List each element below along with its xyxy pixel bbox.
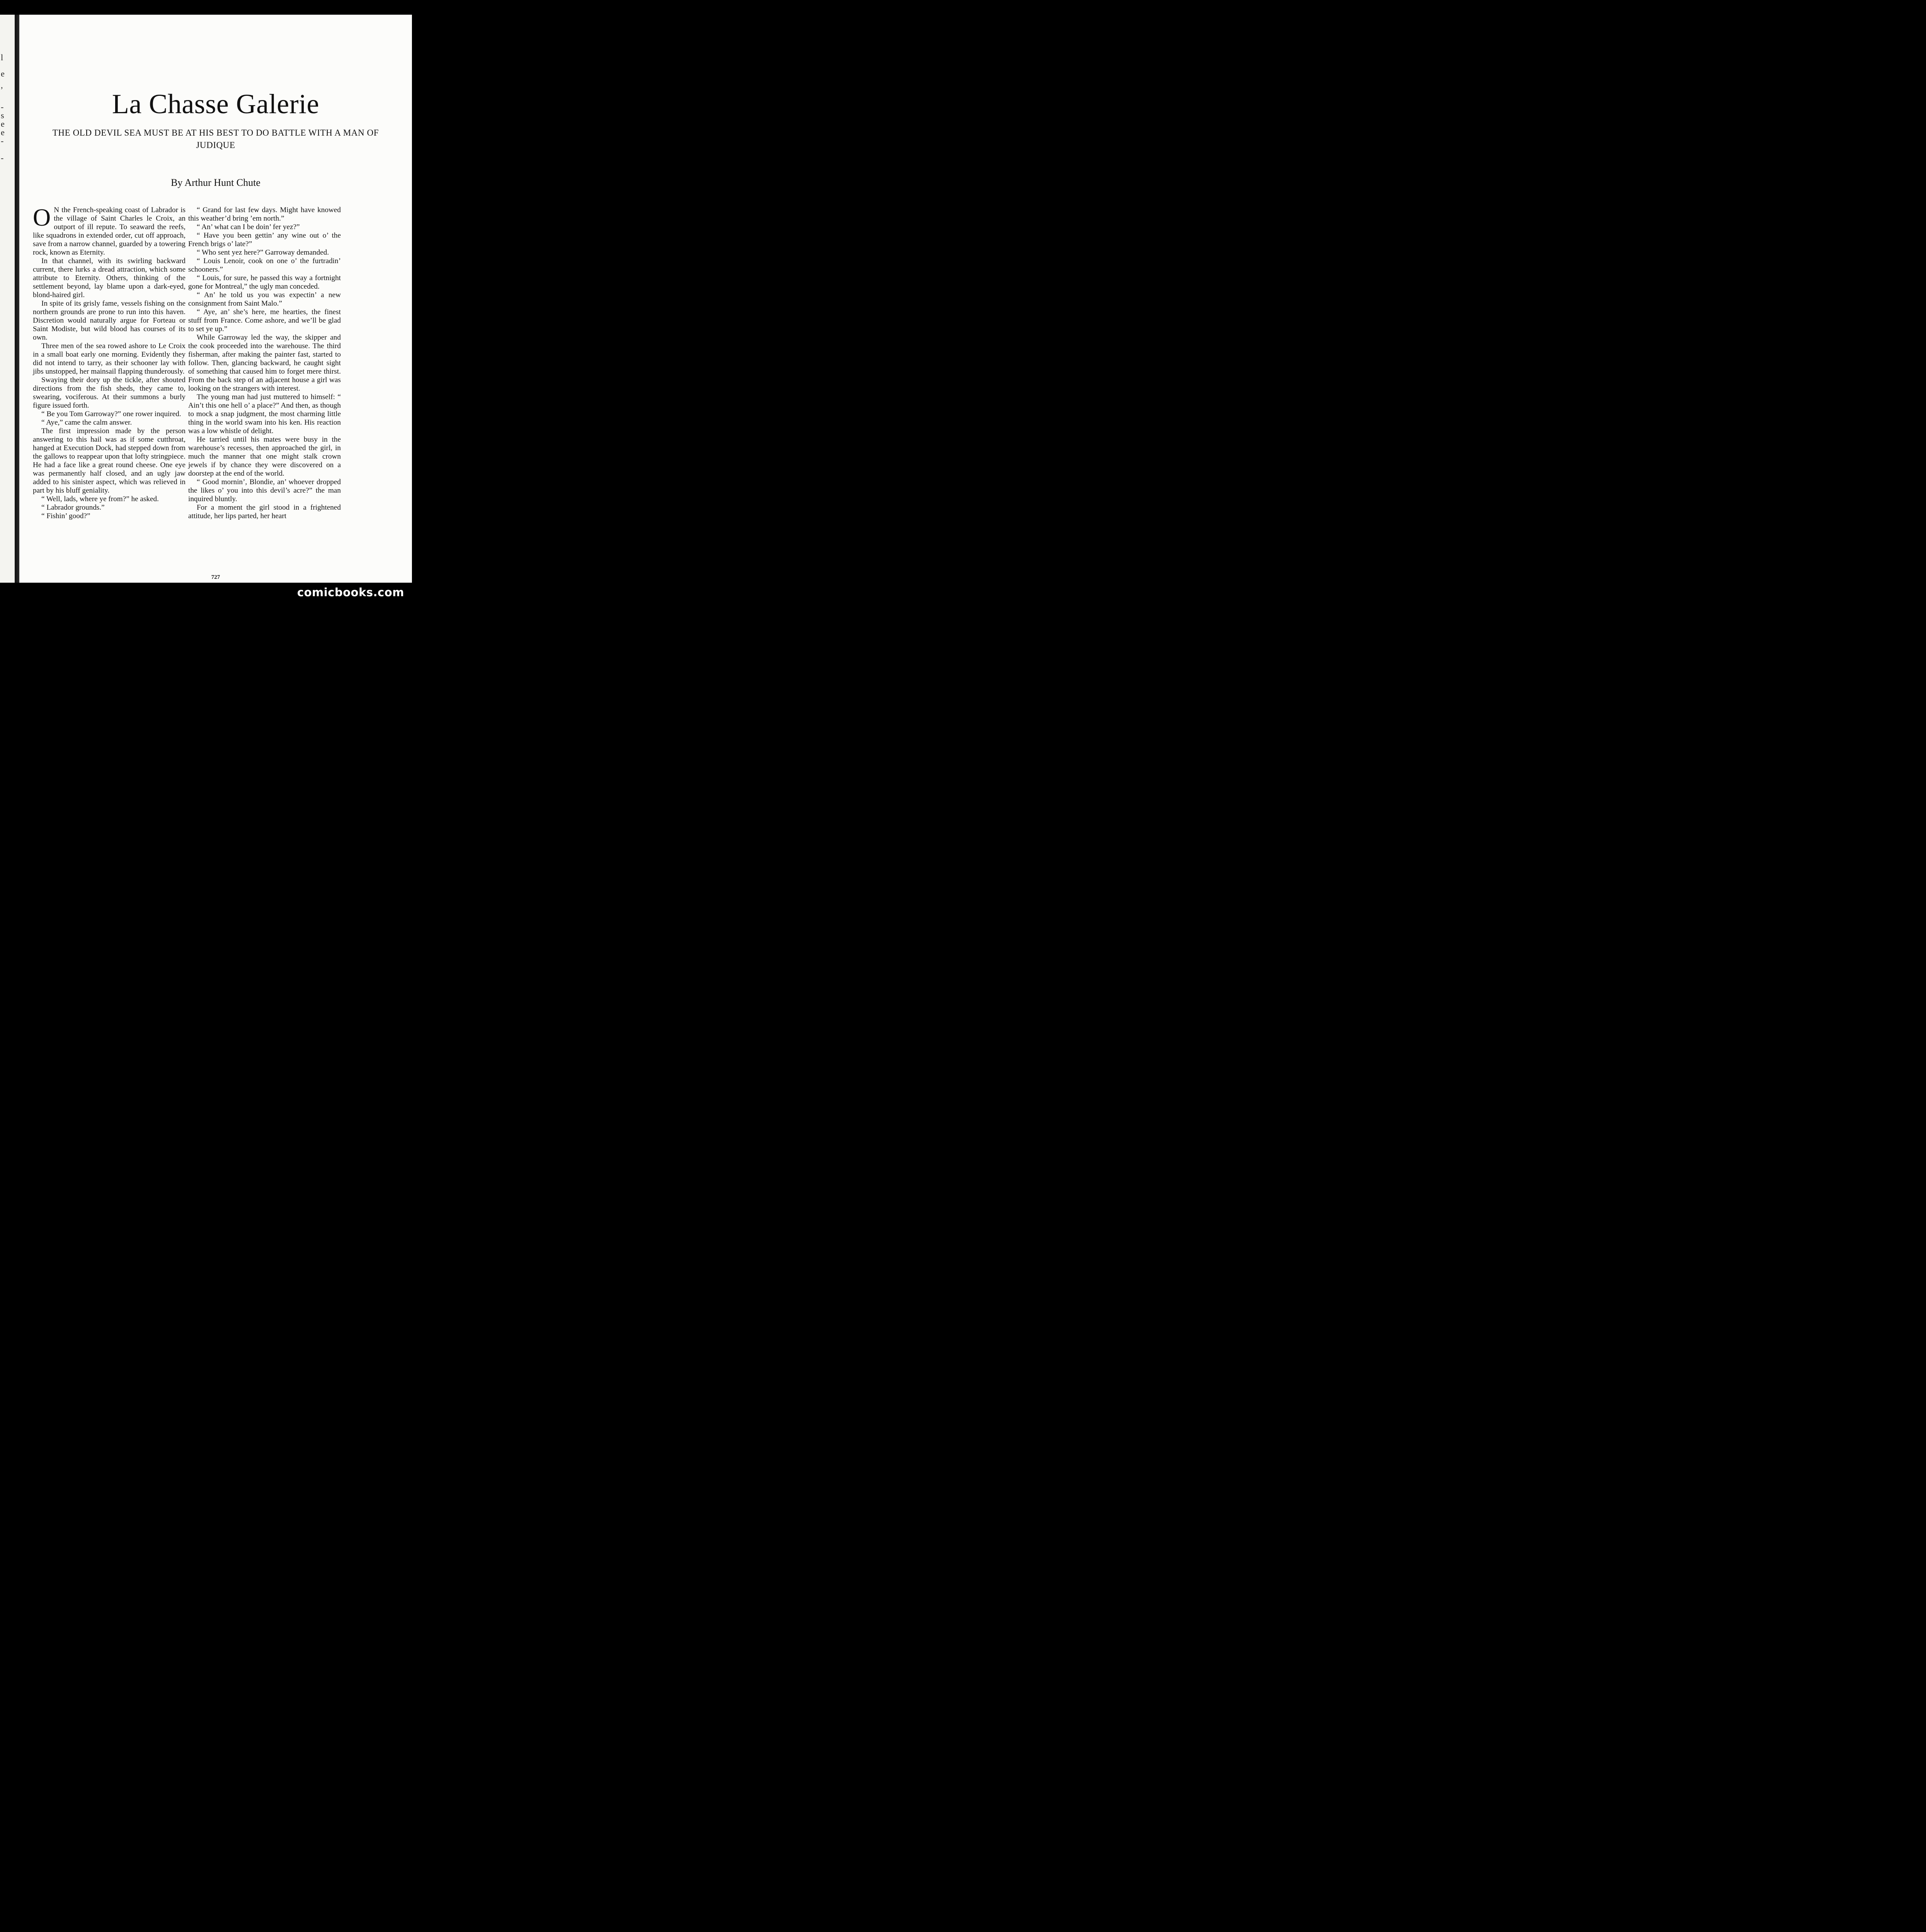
paragraph: “ Who sent yez here?” Garroway demanded. [197,248,329,257]
magazine-page [19,15,412,583]
paragraph: For a moment the girl stood in a frightened attitude, her lips parted, her heart [188,503,341,520]
drop-cap: O [33,204,51,231]
paragraph: Three men of the sea rowed ashore to Le Croix in a small boat early one morning. Evidently they did not intend to tarry, as their schooner lay with jibs unstopped, her mainsail flapping thunderously. [33,342,185,376]
paragraph: The young man had just muttered to himself: “ Ain’t this one hell o’ a place?” And then, as though to mock a snap judgment, the most charming little thing in the world swam into his ken. His reaction was a low whistle of delight. [188,393,341,435]
paragraph: “ Have you been gettin’ any wine out o’ the French brigs o’ late?” [188,231,341,248]
paragraph: “ Aye, an’ she’s here, me hearties, the finest stuff from France. Come ashore, and we’ll be glad to set ye up.” [188,308,341,333]
paragraph: “ An’ he told us you was expectin’ a new consignment from Saint Malo.” [188,291,341,308]
article-byline: By Arthur Hunt Chute [171,177,260,188]
margin-fragment: e [1,69,5,78]
margin-fragment: e [1,119,5,129]
paragraph: “ Good mornin’, Blondie, an’ whoever dropped the likes o’ you into this devil’s acre?” the man inquired bluntly. [188,478,341,503]
paragraph: “ Aye,” came the calm answer. [41,418,132,427]
margin-fragment: l [1,53,3,62]
paragraph: In that channel, with its swirling backward current, there lurks a dread attraction, which some attribute to Eternity. Others, thinking of the settlement beyond, lay blame upon a dark-eyed, blond-haired girl. [33,257,185,299]
margin-fragment: - [1,153,4,163]
paragraph: Swaying their dory up the tickle, after shouted directions from the fish sheds, they came to, swearing, vociferous. At their summons a burly figure issued forth. [33,376,185,410]
left-column [33,206,185,520]
paragraph: “ Louis Lenoir, cook on one o’ the furtradin’ schooners.” [188,257,341,274]
paragraph: “ Louis, for sure, he passed this way a fortnight gone for Montreal,” the ugly man conceded. [188,274,341,291]
margin-fragment: e [1,128,5,137]
paragraph: In spite of its grisly fame, vessels fishing on the northern grounds are prone to run into this haven. Discretion would naturally argue for Forteau or Saint Modiste, but wild blood has courses of its own. [33,299,185,342]
paragraph: O N the French-speaking coast of Labrador is the village of Saint Charles le Croix, an outport of ill repute. To seaward the reefs, like squadrons in extended order, cut off approach, save from a narrow channel, guarded by a towering rock, known as Eternity. [33,204,185,257]
previous-page-edge [0,15,15,583]
paragraph: “ Labrador grounds.” [41,503,105,512]
book-gutter [15,15,19,583]
paragraph: “ Fishin’ good?” [41,512,90,520]
margin-fragment: - [1,136,4,146]
page-number: 727 [211,574,220,580]
margin-fragment: , [1,80,3,90]
paragraph: He tarried until his mates were busy in the warehouse’s recesses, then approached the girl, in much the manner that one might stalk crown jewels if by chance they were discovered on a doorstep at the end of the world. [188,435,341,478]
article-title: La Chasse Galerie [112,88,320,119]
paragraph: While Garroway led the way, the skipper and the cook proceeded into the warehouse. The third fisherman, after making the painter fast, started to follow. Then, glancing backward, he caught sight of something that caused him to forget mere thirst. From the back step of an adjacent house a girl was looking on the strangers with interest. [188,333,341,393]
right-column [188,206,341,520]
margin-fragment: - [1,102,4,112]
paragraph: “ Be you Tom Garroway?” one rower inquired. [41,410,181,418]
paragraph: The first impression made by the person answering to this hail was as if some cutthroat, hanged at Execution Dock, had stepped down from the gallows to reappear upon that lofty stringpiece. He had a face like a great round cheese. One eye was permanently half closed, and an ugly jaw added to his sinister aspect, which was relieved in part by his bluff geniality. [33,427,185,495]
paragraph: “ An’ what can I be doin’ fer yez?” [197,223,300,231]
paragraph: “ Grand for last few days. Might have knowed this weather’d bring ’em north.” [188,206,341,223]
paragraph: “ Well, lads, where ye from?” he asked. [41,495,159,503]
margin-fragment: s [1,111,4,120]
article-subtitle: THE OLD DEVIL SEA MUST BE AT HIS BEST TO DO BATTLE WITH A MAN OF JUDIQUE [52,128,379,150]
watermark-logo: comicbooks.com [297,586,404,599]
